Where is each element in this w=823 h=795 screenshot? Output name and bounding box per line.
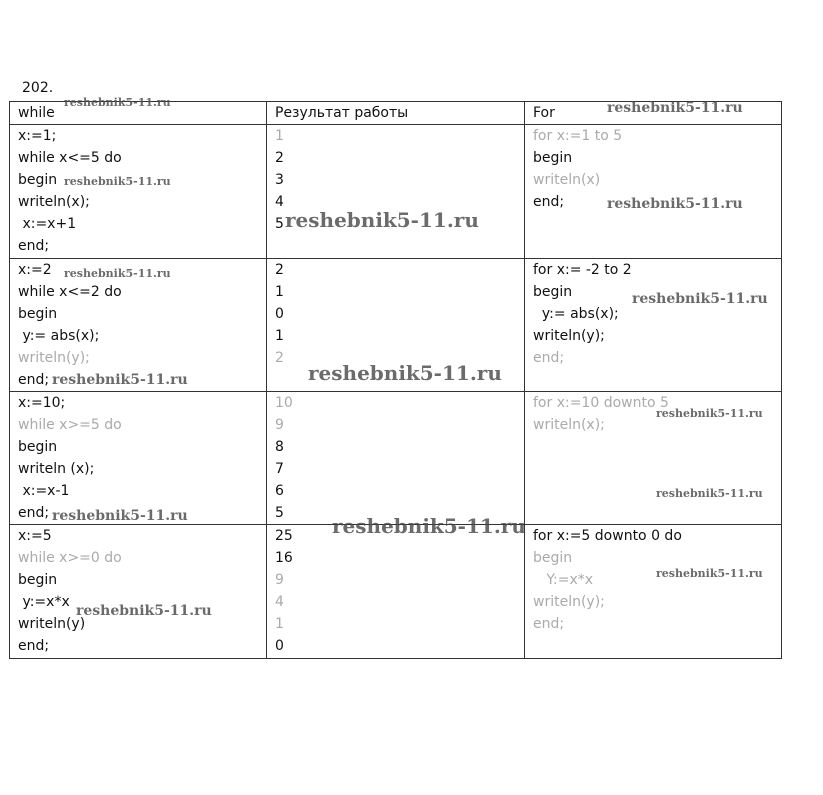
result-cell	[267, 392, 525, 525]
code-line: while x<=5 do	[18, 150, 122, 166]
code-line: 8	[275, 439, 284, 455]
code-line: begin	[18, 306, 58, 322]
code-line: end;	[533, 194, 565, 210]
code-line: writeln(x);	[533, 417, 605, 433]
watermark: reshebnik5-11.ru	[607, 100, 743, 116]
watermark: reshebnik5-11.ru	[64, 175, 171, 188]
code-line: 2	[275, 350, 284, 366]
code-line: for x:=10 downto 5	[533, 395, 669, 411]
code-line: 3	[275, 172, 284, 188]
code-line: writeln(y);	[533, 328, 605, 344]
watermark: reshebnik5-11.ru	[64, 267, 171, 280]
code-line: 0	[275, 638, 284, 654]
result-cell	[267, 125, 525, 259]
code-line: 1	[275, 284, 284, 300]
code-line: begin	[18, 172, 58, 188]
for-cell	[525, 525, 782, 659]
code-line: 6	[275, 483, 284, 499]
watermark: reshebnik5-11.ru	[285, 208, 479, 232]
code-line: 1	[275, 616, 284, 632]
code-line: x:=1;	[18, 128, 57, 144]
watermark: reshebnik5-11.ru	[607, 196, 743, 212]
code-line: end;	[18, 638, 50, 654]
code-line: 4	[275, 194, 284, 210]
code-line: Y:=x*x	[533, 572, 594, 588]
code-line: 7	[275, 461, 284, 477]
watermark: reshebnik5-11.ru	[308, 361, 502, 385]
code-line: begin	[18, 572, 58, 588]
while-cell	[10, 525, 267, 659]
code-line: 4	[275, 594, 284, 610]
code-line: writeln(x)	[533, 172, 601, 188]
watermark: reshebnik5-11.ru	[656, 487, 763, 500]
while-cell	[10, 392, 267, 525]
for-cell	[525, 125, 782, 259]
code-line: 9	[275, 572, 284, 588]
code-line: writeln(x);	[18, 194, 90, 210]
code-line: end;	[18, 238, 50, 254]
code-line: 25	[275, 528, 293, 544]
code-line: end;	[18, 372, 50, 388]
watermark: reshebnik5-11.ru	[76, 603, 212, 619]
code-line: 2	[275, 262, 284, 278]
code-line: for x:= -2 to 2	[533, 262, 632, 278]
code-line: 9	[275, 417, 284, 433]
result-cell	[267, 525, 525, 659]
code-line: 2	[275, 150, 284, 166]
code-line: x:=5	[18, 528, 52, 544]
code-line: y:= abs(x);	[533, 306, 619, 322]
code-line: x:=x-1	[18, 483, 70, 499]
code-line: writeln(y);	[533, 594, 605, 610]
code-line: 5	[275, 505, 284, 521]
task-number: 202.	[22, 80, 54, 96]
code-line: while x>=5 do	[18, 417, 122, 433]
code-line: begin	[18, 439, 58, 455]
code-line: while x>=0 do	[18, 550, 122, 566]
code-line: 0	[275, 306, 284, 322]
code-line: begin	[533, 284, 573, 300]
code-line: 16	[275, 550, 293, 566]
code-line: writeln(y);	[18, 350, 90, 366]
code-line: while x<=2 do	[18, 284, 122, 300]
watermark: reshebnik5-11.ru	[632, 291, 768, 307]
header-while: while	[10, 102, 267, 125]
code-line: 10	[275, 395, 293, 411]
watermark: reshebnik5-11.ru	[52, 372, 188, 388]
while-cell	[10, 125, 267, 259]
watermark: reshebnik5-11.ru	[332, 514, 526, 538]
code-line: begin	[533, 150, 573, 166]
code-line: 1	[275, 128, 284, 144]
table-row	[10, 125, 782, 259]
code-line: for x:=5 downto 0 do	[533, 528, 682, 544]
code-line: end;	[533, 350, 565, 366]
code-line: x:=x+1	[18, 216, 77, 232]
code-line: end;	[533, 616, 565, 632]
for-cell	[525, 259, 782, 392]
code-line: for x:=1 to 5	[533, 128, 623, 144]
code-line: writeln(y)	[18, 616, 86, 632]
code-line: end;	[18, 505, 50, 521]
watermark: reshebnik5-11.ru	[656, 407, 763, 420]
header-for: For	[525, 102, 782, 125]
watermark: reshebnik5-11.ru	[656, 567, 763, 580]
code-line: y:= abs(x);	[18, 328, 100, 344]
code-line: 1	[275, 328, 284, 344]
table-row	[10, 525, 782, 659]
watermark: reshebnik5-11.ru	[52, 508, 188, 524]
code-line: 5	[275, 216, 284, 232]
header-result: Результат работы	[267, 102, 525, 125]
code-line: writeln (x);	[18, 461, 95, 477]
code-line: y:=x*x	[18, 594, 70, 610]
code-line: x:=10;	[18, 395, 66, 411]
code-line: begin	[533, 550, 573, 566]
watermark: reshebnik5-11.ru	[64, 96, 171, 109]
code-line: x:=2	[18, 262, 52, 278]
